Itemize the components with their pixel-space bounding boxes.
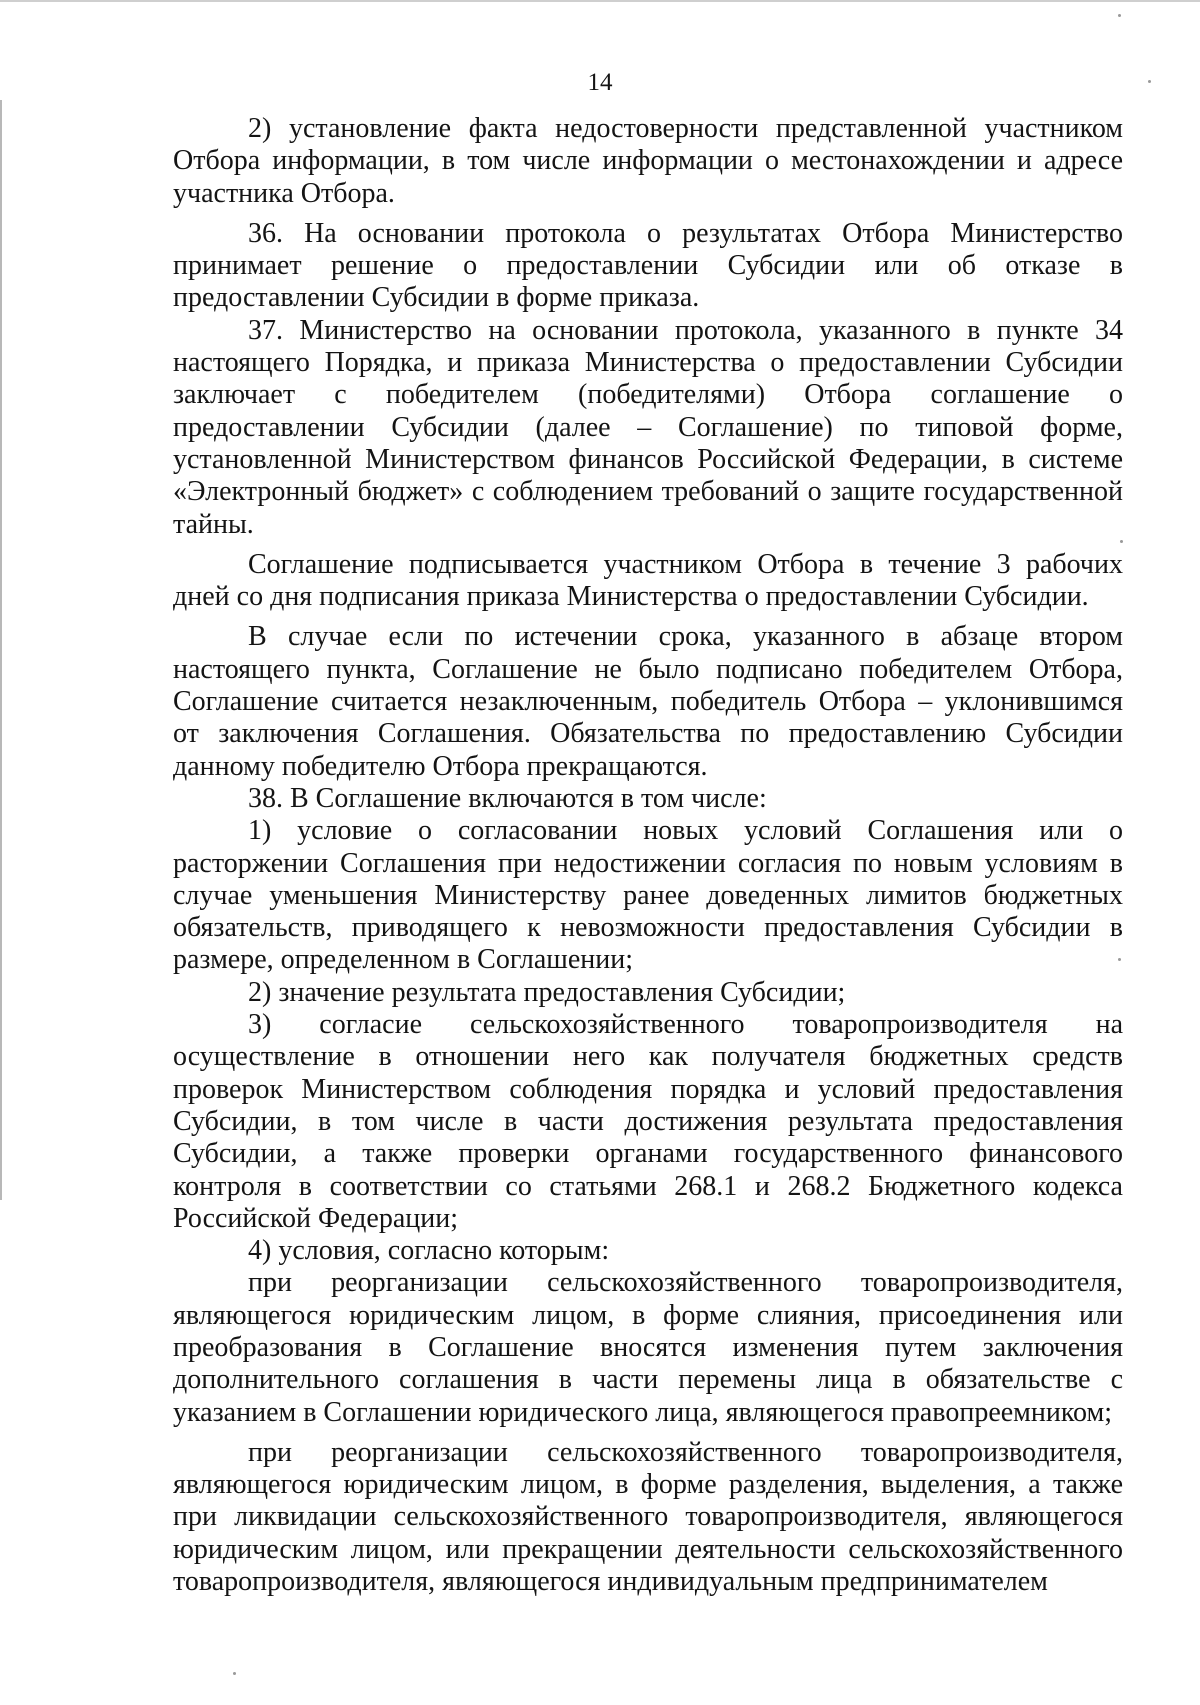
scan-left-edge (0, 100, 2, 1200)
paragraph-item-3-consent-inspections: 3) согласие сельскохозяйственного товаропроизводителя на осуществление в отношении него как получателя бюджетных средств проверок Министерством соблюдения порядка и условий предоставления Субсидии, в том числе в части достижения результата предоставления Субсидии, а также проверки органами государственного финансового контроля в соответствии со статьями 268.1 и 268.2 Бюджетного кодекса Российской Федерации; (173, 1009, 1123, 1234)
scan-top-edge (0, 0, 1200, 2)
page-number: 14 (587, 69, 613, 96)
paragraph-unsigned-agreement: В случае если по истечении срока, указанного в абзаце втором настоящего пункта, Соглашение не было подписано победителем Отбора, Соглашение считается незаключенным, победитель Отбора – уклонившимся от заключения Соглашения. Обязательства по предоставлению Субсидии данному победителю Отбора прекращаются. (173, 621, 1123, 782)
scan-speck (1118, 14, 1121, 17)
paragraph-item-2-invalid-info: 2) установление факта недостоверности представленной участником Отбора информации, в том числе информации о местонахождении и адресе участника Отбора. (173, 113, 1123, 209)
paragraph-37-agreement: 37. Министерство на основании протокола, указанного в пункте 34 настоящего Порядка, и приказа Министерства о предоставлении Субсидии заключает с победителем (победителями) Отбора соглашение о предоставлении Субсидии (далее – Соглашение) по типовой форме, установленной Министерством финансов Российской Федерации, в системе «Электронный бюджет» с соблюдением требований о защите государственной тайны. (173, 314, 1123, 540)
paragraph-reorganization-division: при реорганизации сельскохозяйственного товаропроизводителя, являющегося юридическим лицом, в форме разделения, выделения, а также при ликвидации сельскохозяйственного товаропроизводителя, являющегося юридическим лицом, или прекращении деятельности сельскохозяйственного товаропроизводителя, являющегося индивидуальным предпринимателем (173, 1436, 1123, 1598)
paragraph-36-decision: 36. На основании протокола о результатах Отбора Министерство принимает решение о предоставлении Субсидии или об отказе в предоставлении Субсидии в форме приказа. (173, 217, 1123, 314)
paragraph-agreement-signing: Соглашение подписывается участником Отбора в течение 3 рабочих дней со дня подписания приказа Министерства о предоставлении Субсидии. (173, 548, 1123, 613)
scan-speck (233, 1672, 236, 1675)
paragraph-item-4-conditions: 4) условия, согласно которым: (248, 1235, 610, 1267)
paragraph-item-1-new-conditions: 1) условие о согласовании новых условий Соглашения или о расторжении Соглашения при недостижении согласия по новым условиям в случае уменьшения Министерству ранее доведенных лимитов бюджетных обязательств, приводящего к невозможности предоставления Субсидии в размере, определенном в Соглашении; (173, 815, 1123, 976)
paragraph-38-agreement-contents: 38. В Соглашение включаются в том числе: (248, 782, 767, 814)
paragraph-item-2-result-value: 2) значение результата предоставления Субсидии; (248, 976, 846, 1008)
paragraph-reorganization-merger: при реорганизации сельскохозяйственного товаропроизводителя, являющегося юридическим лицом, в форме слияния, присоединения или преобразования в Соглашение вносятся изменения путем заключения дополнительного соглашения в части перемены лица в обязательстве с указанием в Соглашении юридического лица, являющегося правопреемником; (173, 1267, 1123, 1428)
document-body (173, 113, 1123, 1598)
